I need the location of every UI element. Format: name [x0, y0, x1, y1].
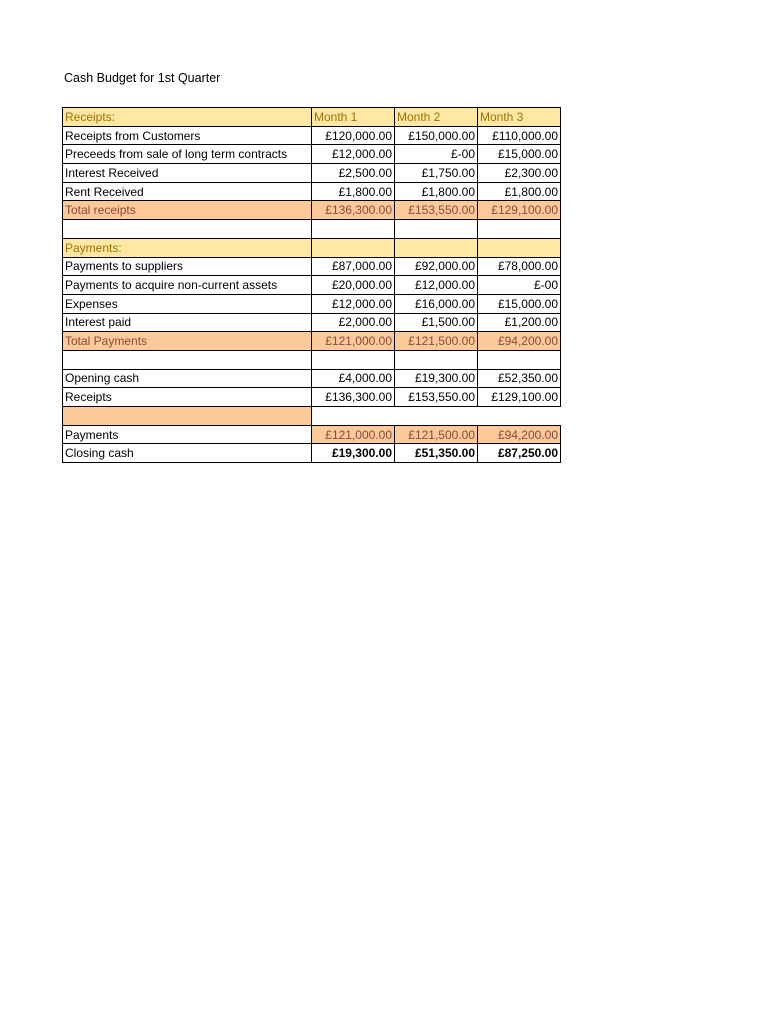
cell-value: £1,200.00 — [478, 313, 561, 332]
cell-value: £153,550.00 — [395, 388, 478, 407]
payments-header-row — [63, 238, 561, 257]
receipts-header-row — [63, 108, 561, 127]
cell-value: £20,000.00 — [312, 276, 395, 295]
cell-value: £12,000.00 — [395, 276, 478, 295]
cell-value: £1,750.00 — [395, 164, 478, 183]
summary-receipts-row — [63, 388, 561, 407]
receipts-header-label: Receipts: — [63, 108, 312, 127]
empty-cell — [478, 220, 561, 239]
column-header-month-1: Month 1 — [312, 108, 395, 127]
cell-value: £150,000.00 — [395, 126, 478, 145]
spacer-cell — [63, 407, 312, 426]
cell-value: £110,000.00 — [478, 126, 561, 145]
cell-value: £2,300.00 — [478, 164, 561, 183]
table-row — [63, 126, 561, 145]
cell-value: £1,800.00 — [312, 182, 395, 201]
table-row — [63, 257, 561, 276]
cell-value: £52,350.00 — [478, 369, 561, 388]
closing-cash-row — [63, 444, 561, 463]
cell-value: £153,550.00 — [395, 201, 478, 220]
row-label: Payments to suppliers — [63, 257, 312, 276]
cell-value: £121,000.00 — [312, 332, 395, 351]
table-row — [63, 294, 561, 313]
row-label: Preceeds from sale of long term contracts — [63, 145, 312, 164]
empty-cell — [395, 350, 478, 369]
cell-value: £16,000.00 — [395, 294, 478, 313]
empty-cell — [395, 238, 478, 257]
cell-value: £94,200.00 — [478, 332, 561, 351]
cell-value: £12,000.00 — [312, 145, 395, 164]
document-title: Cash Budget for 1st Quarter — [64, 71, 221, 85]
cell-value: £19,300.00 — [312, 444, 395, 463]
total-receipts-row — [63, 201, 561, 220]
cell-value: £136,300.00 — [312, 201, 395, 220]
cell-value: £121,500.00 — [395, 332, 478, 351]
row-label: Interest Received — [63, 164, 312, 183]
row-label: Total Payments — [63, 332, 312, 351]
row-label: Closing cash — [63, 444, 312, 463]
cell-value: £1,800.00 — [395, 182, 478, 201]
cell-value: £-00 — [478, 276, 561, 295]
cell-value: £136,300.00 — [312, 388, 395, 407]
empty-cell — [395, 220, 478, 239]
empty-cell — [312, 238, 395, 257]
empty-cell — [312, 220, 395, 239]
empty-cell — [395, 407, 478, 426]
table-row — [63, 145, 561, 164]
column-header-month-3: Month 3 — [478, 108, 561, 127]
empty-row — [63, 220, 561, 239]
cell-value: £15,000.00 — [478, 145, 561, 164]
row-label: Interest paid — [63, 313, 312, 332]
table-row — [63, 313, 561, 332]
opening-cash-row — [63, 369, 561, 388]
cell-value: £51,350.00 — [395, 444, 478, 463]
table-row — [63, 164, 561, 183]
empty-cell — [478, 407, 561, 426]
row-label: Payments — [63, 425, 312, 444]
cell-value: £129,100.00 — [478, 388, 561, 407]
cell-value: £2,000.00 — [312, 313, 395, 332]
summary-payments-row — [63, 425, 561, 444]
row-label: Receipts — [63, 388, 312, 407]
cell-value: £129,100.00 — [478, 201, 561, 220]
row-label: Expenses — [63, 294, 312, 313]
cell-value: £19,300.00 — [395, 369, 478, 388]
row-label: Total receipts — [63, 201, 312, 220]
cell-value: £2,500.00 — [312, 164, 395, 183]
column-header-month-2: Month 2 — [395, 108, 478, 127]
cell-value: £15,000.00 — [478, 294, 561, 313]
cell-value: £120,000.00 — [312, 126, 395, 145]
empty-cell — [63, 350, 312, 369]
empty-cell — [312, 350, 395, 369]
cell-value: £1,800.00 — [478, 182, 561, 201]
cell-value: £-00 — [395, 145, 478, 164]
cell-value: £78,000.00 — [478, 257, 561, 276]
payments-header-label: Payments: — [63, 238, 312, 257]
cell-value: £121,000.00 — [312, 425, 395, 444]
cash-budget-table — [62, 107, 561, 463]
cell-value: £87,000.00 — [312, 257, 395, 276]
empty-cell — [478, 350, 561, 369]
cell-value: £94,200.00 — [478, 425, 561, 444]
empty-row — [63, 350, 561, 369]
cell-value: £1,500.00 — [395, 313, 478, 332]
empty-cell — [312, 407, 395, 426]
empty-cell — [63, 220, 312, 239]
empty-cell — [478, 238, 561, 257]
cell-value: £12,000.00 — [312, 294, 395, 313]
row-label: Rent Received — [63, 182, 312, 201]
row-label: Opening cash — [63, 369, 312, 388]
table-row — [63, 182, 561, 201]
cell-value: £4,000.00 — [312, 369, 395, 388]
row-label: Receipts from Customers — [63, 126, 312, 145]
total-payments-row — [63, 332, 561, 351]
spacer-row — [63, 407, 561, 426]
cell-value: £121,500.00 — [395, 425, 478, 444]
row-label: Payments to acquire non-current assets — [63, 276, 312, 295]
cell-value: £87,250.00 — [478, 444, 561, 463]
table-row — [63, 276, 561, 295]
cell-value: £92,000.00 — [395, 257, 478, 276]
